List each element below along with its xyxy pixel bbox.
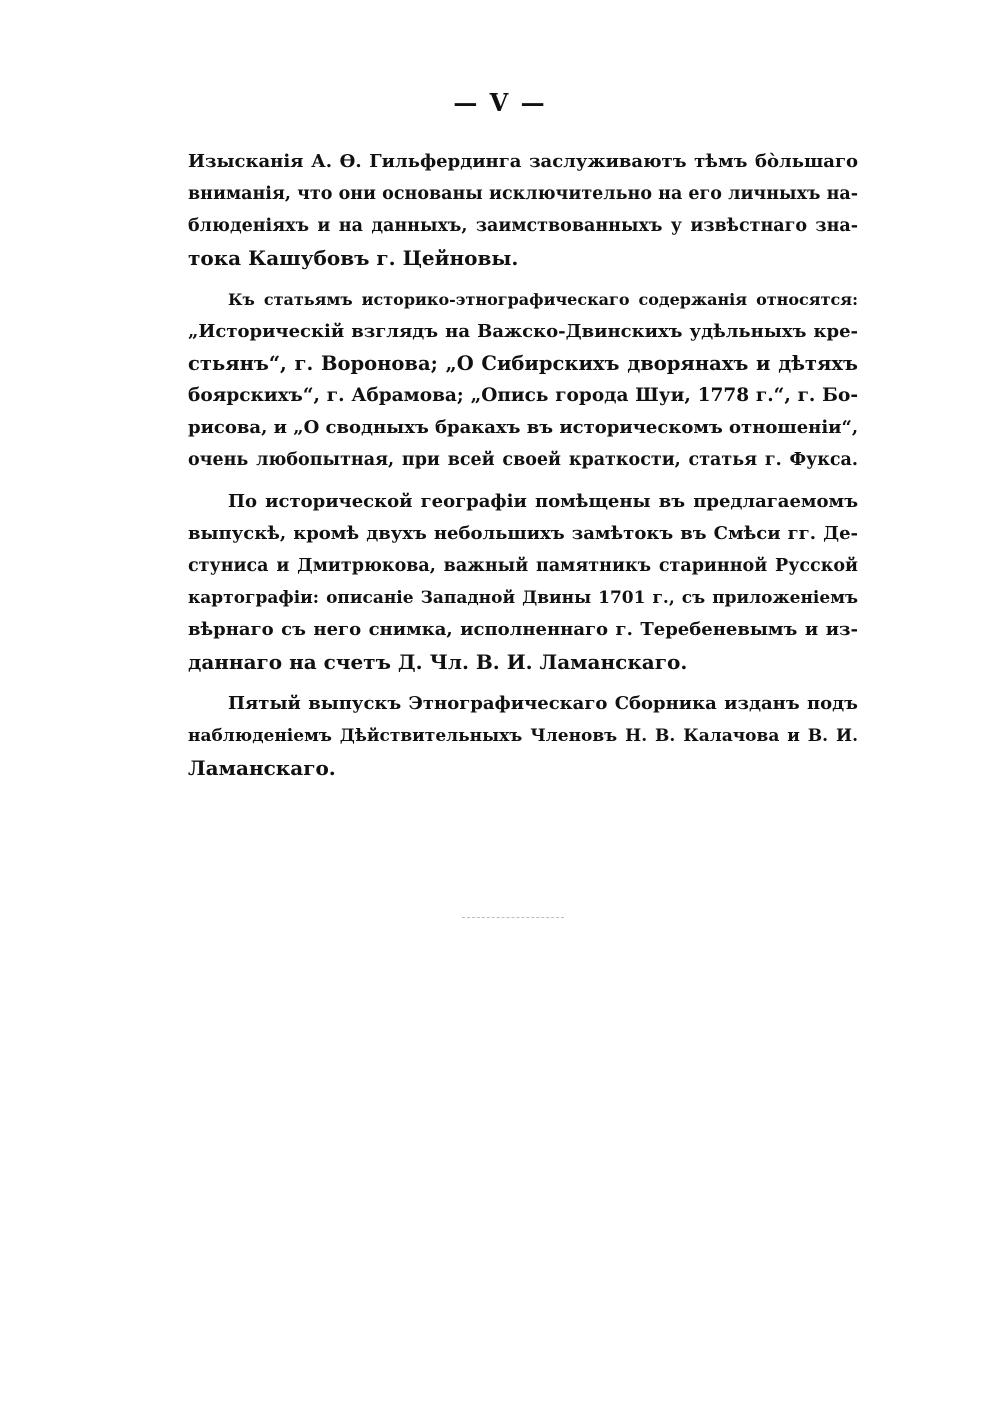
text-line: картографіи: описаніе Западной Двины 1701 г., съ приложеніемъ: [188, 588, 858, 608]
text-line: боярскихъ“, г. Абрамова; „Опись города Шуи, 1778 г.“, г. Бо-: [188, 385, 858, 406]
section-divider: [462, 917, 564, 918]
text-line: „Историческій взглядъ на Важско-Двинскихъ удѣльныхъ кре-: [188, 321, 858, 342]
text-line: Къ статьямъ историко-этнографическаго содержанія относятся:: [228, 290, 858, 309]
text-line: рисова, и „О сводныхъ бракахъ въ историческомъ отношеніи“,: [188, 417, 859, 438]
text-line: По исторической географіи помѣщены въ предлагаемомъ: [228, 491, 858, 512]
paragraph-1: [188, 146, 858, 274]
text-line: очень любопытная, при всей своей краткости, статья г. Фукса.: [188, 450, 858, 470]
text-line: Изысканія А. Ѳ. Гильфердинга заслуживаютъ тѣмъ бо̀льшаго: [188, 151, 858, 172]
text-line: стуниса и Дмитрюкова, важный памятникъ старинной Русской: [188, 556, 858, 576]
text-line: даннаго на счетъ Д. Чл. В. И. Ламанскаго.: [188, 650, 688, 674]
text-line: вниманія, что они основаны исключительно на его личныхъ на-: [188, 184, 858, 204]
paragraph-4: [188, 688, 858, 784]
text-line: Пятый выпускъ Этнографическаго Сборника изданъ подъ: [228, 693, 858, 714]
text-line: блюденіяхъ и на данныхъ, заимствованныхъ у извѣстнаго зна-: [188, 216, 858, 236]
text-line: наблюденіемъ Дѣйствительныхъ Членовъ Н. В. Калачова и В. И.: [188, 726, 858, 746]
page-number: — V —: [453, 88, 547, 117]
text-line: Ламанскаго.: [188, 756, 336, 780]
text-line: тока Кашубовъ г. Цейновы.: [188, 246, 519, 270]
paragraph-3: [188, 486, 858, 678]
text-line: выпускѣ, кромѣ двухъ небольшихъ замѣтокъ въ Смѣси гг. Де-: [188, 523, 858, 544]
paragraph-2: [188, 284, 858, 476]
text-line: стьянъ“, г. Воронова; „О Сибирскихъ дворянахъ и дѣтяхъ: [188, 352, 858, 375]
text-line: вѣрнаго съ него снимка, исполненнаго г. Теребеневымъ и из-: [188, 619, 858, 640]
body-text: [188, 146, 858, 794]
